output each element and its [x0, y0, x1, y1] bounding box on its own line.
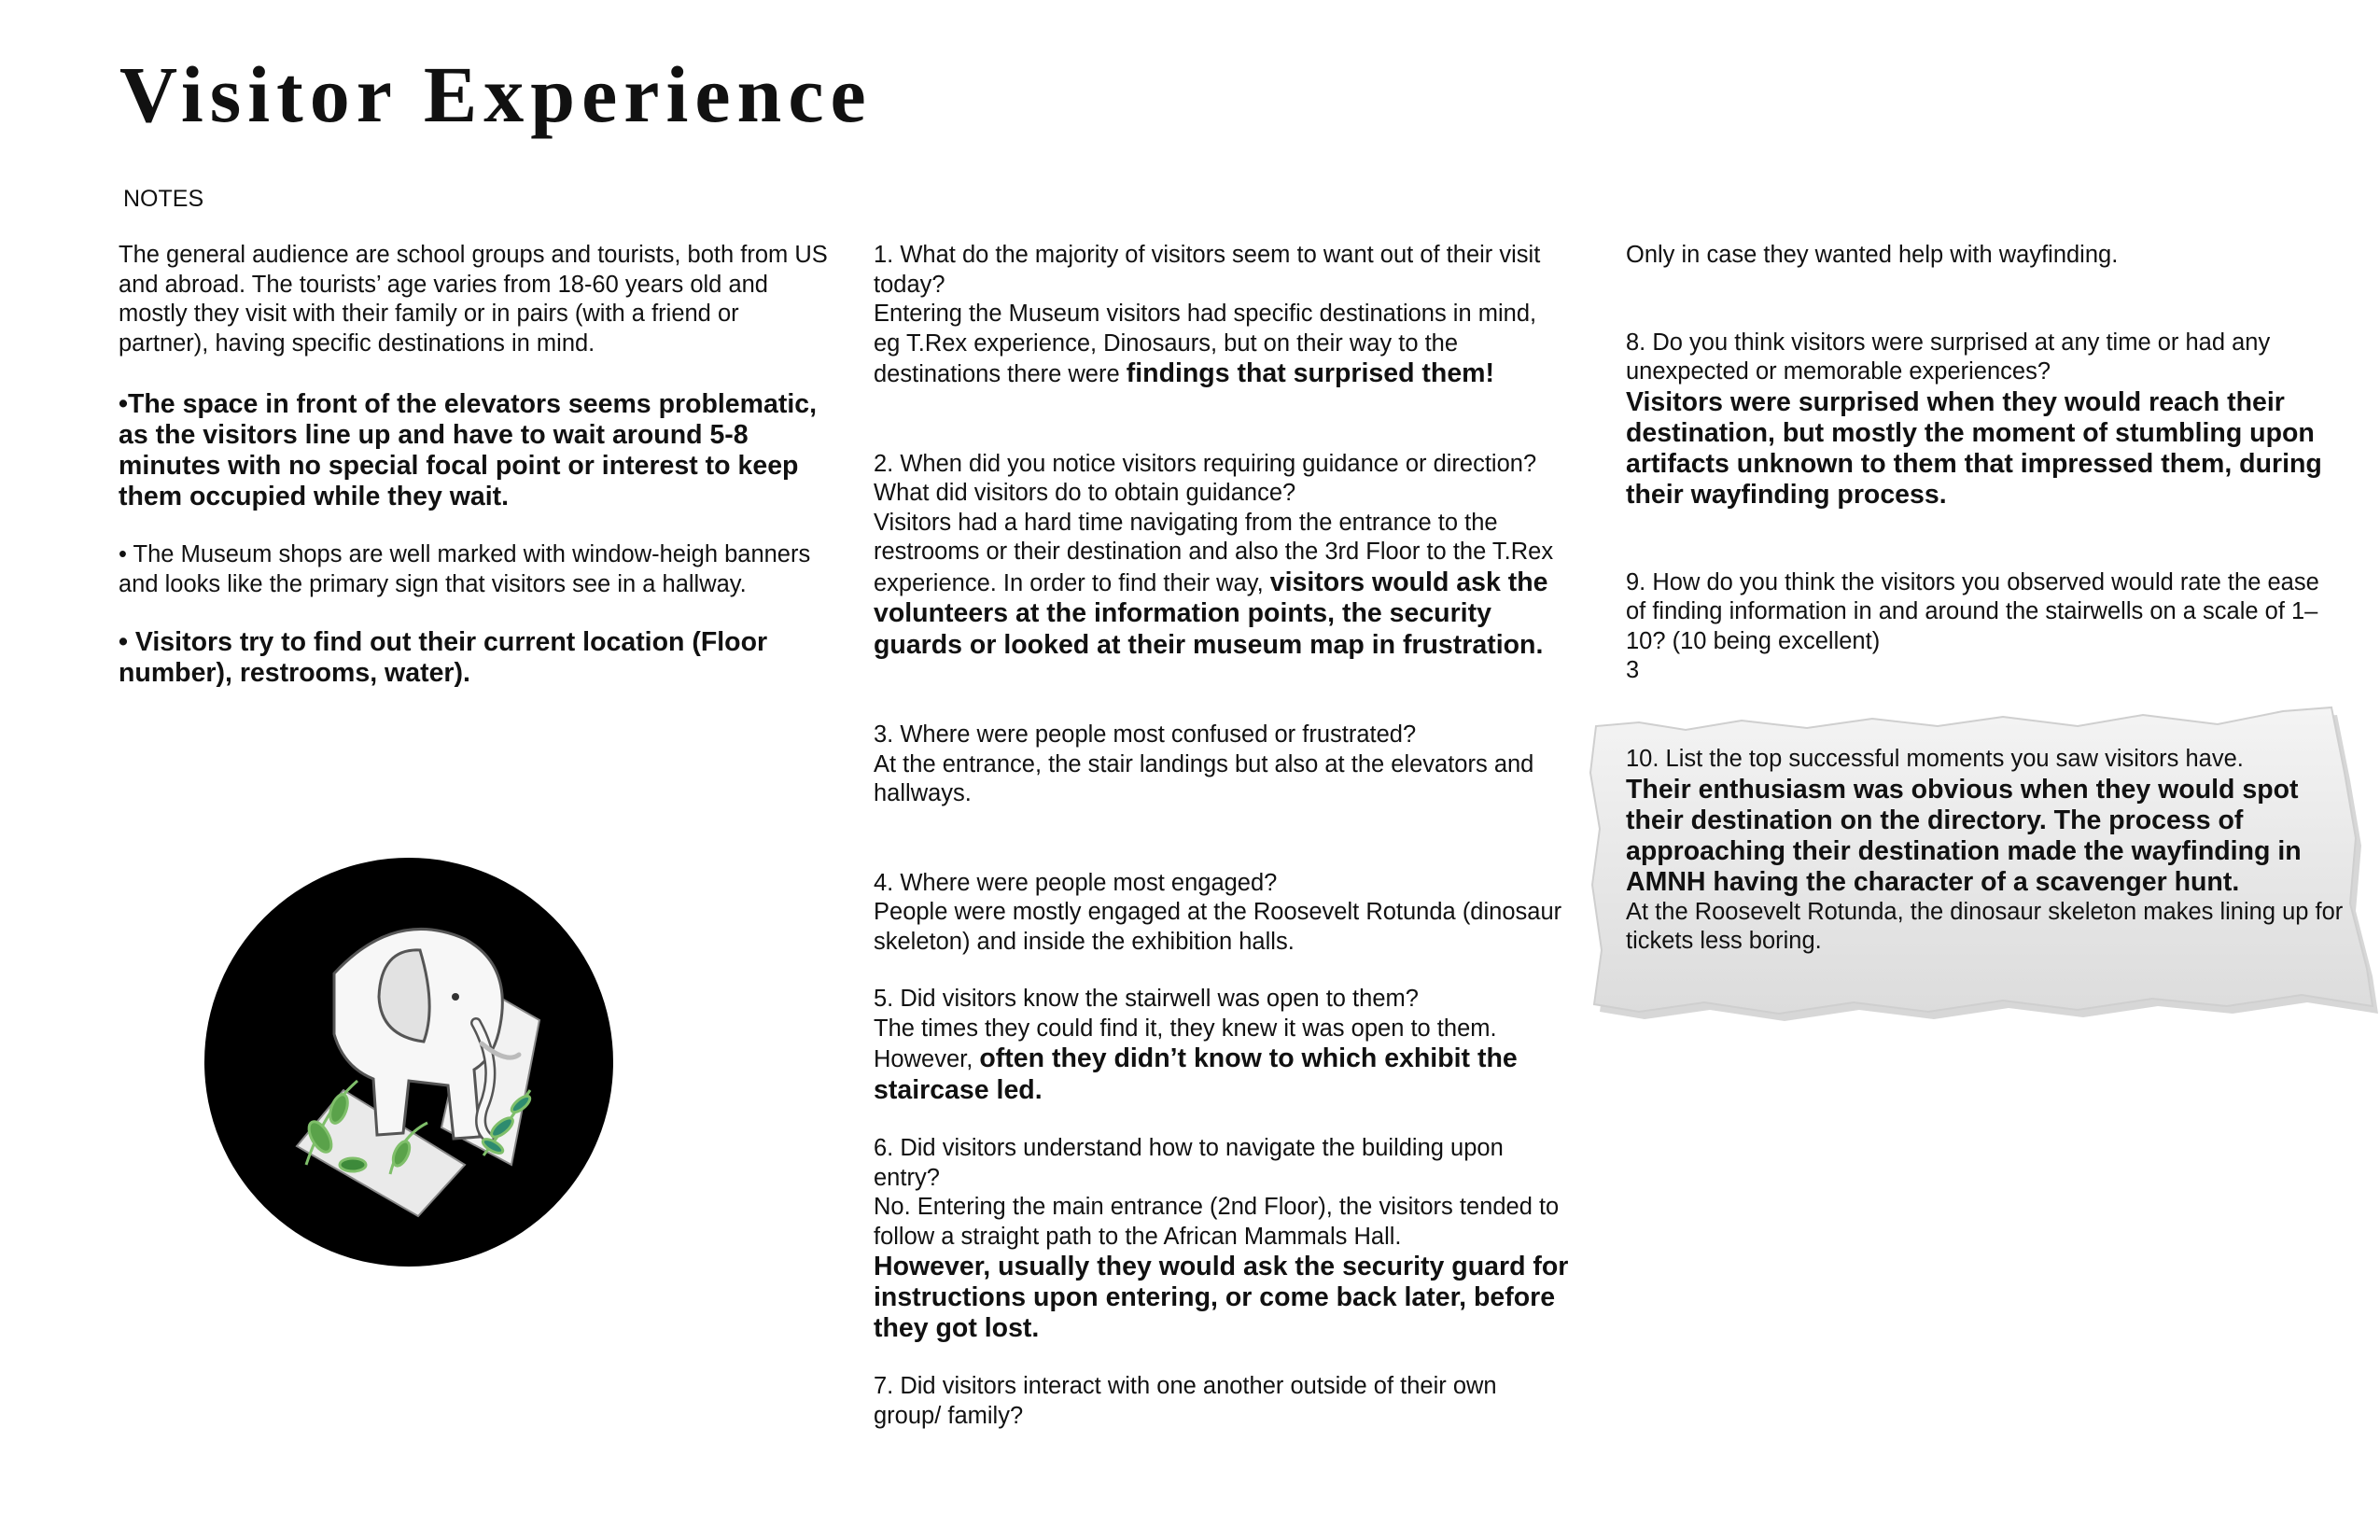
answer-2-highlight: visitors would ask the volunteers at the information points, the security guards or looked at their museum map in frustration.: [874, 567, 1548, 660]
question-6: 6. Did visitors understand how to navigate the building upon entry?: [874, 1135, 1504, 1191]
elephant-illustration: [203, 857, 614, 1267]
elephant-icon: [203, 857, 614, 1267]
answer-10-highlight: Their enthusiasm was obvious when they would spot their destination on the directory. The process of approaching their destination made the wayfinding in AMNH having the character of a scavenger hunt.: [1626, 774, 2302, 897]
shops-note: • The Museum shops are well marked with window-heigh banners and looks like the primary sign that visitors see in a hallway.: [119, 541, 811, 597]
question-5: 5. Did visitors know the stairwell was open to them?: [874, 986, 1419, 1012]
answer-6-highlight: However, usually they would ask the security guard for instructions upon entering, or come back later, before they got lost.: [874, 1252, 1569, 1343]
question-3: 3. Where were people most confused or frustrated?: [874, 721, 1417, 748]
notes-column: [119, 241, 828, 689]
page-title: Visitor Experience: [119, 49, 873, 139]
answer-1-text: Entering the Museum visitors had specific destinations in mind, eg T.Rex experience, Dinosaurs, but on their way to the destinations there were: [874, 301, 1537, 387]
notes-label: NOTES: [123, 186, 204, 212]
answer-8-highlight: Visitors were surprised when they would reach their destination, but mostly the moment of stumbling upon artifacts unknown to them that impressed them, during their wayfinding process.: [1626, 386, 2322, 510]
questions-column: [874, 241, 1569, 1431]
answer-2: [874, 509, 1569, 662]
answer-5-text: The times they could find it, they knew it was open to them. However,: [874, 1015, 1497, 1072]
answer-6: No. Entering the main entrance (2nd Floor), the visitors tended to follow a straight path to the African Mammals Hall.: [874, 1194, 1560, 1250]
question-1: 1. What do the majority of visitors seem to want out of their visit today?: [874, 242, 1541, 298]
answer-1-highlight: findings that surprised them!: [1126, 358, 1495, 388]
answer-7: Only in case they wanted help with wayfinding.: [1626, 242, 2119, 268]
question-9: 9. How do you think the visitors you observed would rate the ease of finding information in and around the stairwells on a scale of 1–10? (10 being excellent): [1626, 568, 2319, 654]
torn-paper-text: [1626, 745, 2363, 957]
answers-column: [1626, 241, 2335, 686]
answer-5-highlight: often they didn’t know to which exhibit the staircase led.: [874, 1043, 1518, 1105]
torn-paper-note: [1574, 698, 2380, 1023]
audience-paragraph: The general audience are school groups and tourists, both from US and abroad. The tourists’ age varies from 18-60 years old and mostly they visit with their family or in pairs (with a friend or partner), having specific destinations in mind.: [119, 242, 828, 357]
question-10: 10. List the top successful moments you saw visitors have.: [1626, 746, 2244, 772]
location-note: • Visitors try to find out their current location (Floor number), restrooms, water).: [119, 627, 768, 688]
elevator-note: •The space in front of the elevators seems problematic, as the visitors line up and have to wait around 5-8 minutes with no special focal point or interest to keep them occupied while they wait.: [119, 389, 818, 511]
answer-3: At the entrance, the stair landings but also at the elevators and hallways.: [874, 750, 1534, 806]
answer-10: At the Roosevelt Rotunda, the dinosaur skeleton makes lining up for tickets less boring.: [1626, 898, 2344, 954]
question-7: 7. Did visitors interact with one another outside of their own group/ family?: [874, 1373, 1497, 1429]
answer-2-text: Visitors had a hard time navigating from the entrance to the restrooms or their destination and also the 3rd Floor to the T.Rex experience. In order to find their way,: [874, 509, 1554, 596]
question-8: 8. Do you think visitors were surprised at any time or had any unexpected or memorable experiences?: [1626, 329, 2271, 385]
answer-4: People were mostly engaged at the Roosevelt Rotunda (dinosaur skeleton) and inside the exhibition halls.: [874, 899, 1562, 955]
question-2: 2. When did you notice visitors requiring guidance or direction? What did visitors do to obtain guidance?: [874, 450, 1537, 506]
answer-5: [874, 1015, 1569, 1107]
answer-9: 3: [1626, 657, 1640, 683]
question-4: 4. Where were people most engaged?: [874, 869, 1278, 896]
answer-1: [874, 300, 1569, 390]
